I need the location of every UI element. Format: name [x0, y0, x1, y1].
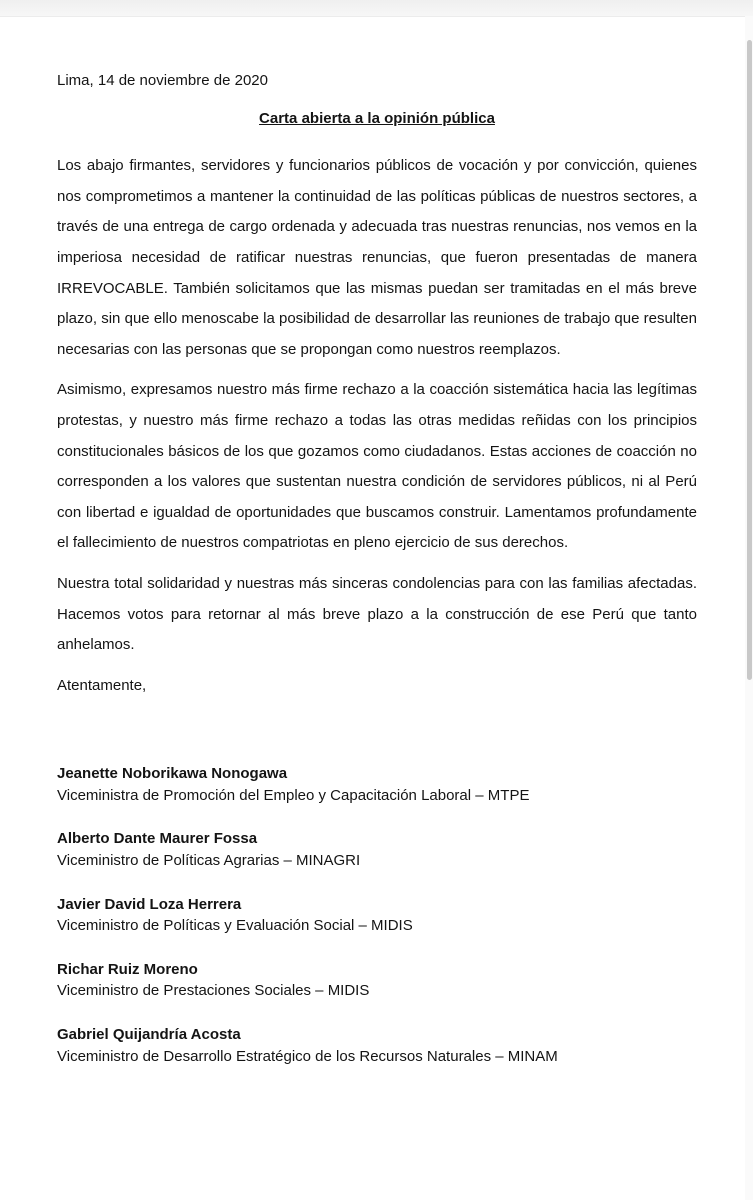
document-page [57, 66, 697, 1089]
signatory-role: Viceministro de Prestaciones Sociales – MIDIS [57, 982, 370, 1000]
signatory [57, 1024, 697, 1067]
paragraph-1: Los abajo firmantes, servidores y funcionarios públicos de vocación y por convicción, quienes nos comprometimos a mantener la continuidad de las políticas públicas de nuestros sectores, a través de una entrega de cargo ordenada y adecuada tras nuestras renuncias, nos vemos en la imperiosa necesidad de ratificar nuestras renuncias, que fueron presentadas de manera IRREVOCABLE. También solicitamos que las mismas puedan ser tramitadas en el más breve plazo, sin que ello menoscabe la posibilidad de desarrollar las reuniones de trabajo que resulten necesarias con las personas que se propongan como nuestros reemplazos. [57, 157, 697, 358]
closing: Atentamente, [57, 676, 147, 694]
scrollbar-thumb[interactable] [747, 40, 752, 680]
signatory-name: Javier David Loza Herrera [57, 895, 242, 913]
signatories [57, 763, 697, 1067]
signatory-name: Gabriel Quijandría Acosta [57, 1026, 241, 1044]
signatory-name: Alberto Dante Maurer Fossa [57, 830, 258, 848]
paragraph-2: Asimismo, expresamos nuestro más firme rechazo a la coacción sistemática hacia las legítimas protestas, y nuestro más firme rechazo a todas las otras medidas reñidas con los principios constitucionales básicos de los que gozamos como ciudadanos. Estas acciones de coacción no corresponden a los valores que sustentan nuestra condición de servidores públicos, ni al Perú con libertad e igualdad de oportunidades que buscamos construir. Lamentamos profundamente el fallecimiento de nuestros compatriotas en pleno ejercicio de sus derechos. [57, 381, 697, 552]
signatory-name: Richar Ruiz Moreno [57, 960, 198, 978]
signatory-role: Viceministro de Políticas y Evaluación Social – MIDIS [57, 917, 413, 935]
signatory [57, 894, 697, 937]
letter-title: Carta abierta a la opinión pública [259, 109, 495, 127]
signatory [57, 959, 697, 1002]
signatory [57, 763, 697, 806]
paragraph-3: Nuestra total solidaridad y nuestras más sinceras condolencias para con las familias afectadas. Hacemos votos para retornar al más breve plazo a la construcción de ese Perú que tanto anhelamos. [57, 574, 697, 654]
signatory-role: Viceministro de Desarrollo Estratégico de los Recursos Naturales – MINAM [57, 1047, 558, 1065]
signatory-role: Viceministra de Promoción del Empleo y Capacitación Laboral – MTPE [57, 786, 530, 804]
letter-date: Lima, 14 de noviembre de 2020 [57, 72, 268, 89]
signatory-name: Jeanette Noborikawa Nonogawa [57, 765, 288, 783]
signatory-role: Viceministro de Políticas Agrarias – MINAGRI [57, 852, 361, 870]
top-bar [0, 0, 753, 17]
signatory [57, 828, 697, 871]
